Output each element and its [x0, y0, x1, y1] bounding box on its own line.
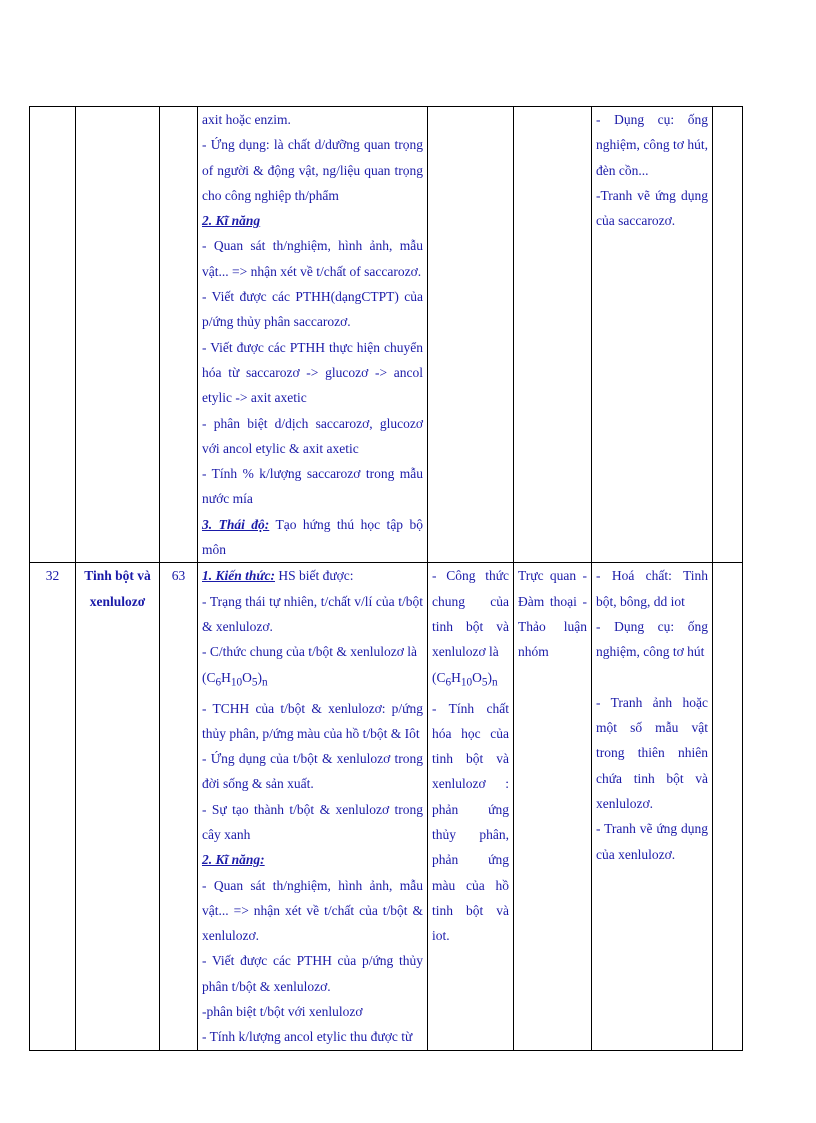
formula-subscript: 5	[251, 676, 258, 689]
period-number	[160, 107, 198, 563]
goals-cell	[198, 563, 428, 1050]
section-heading: 2. Kĩ năng	[202, 213, 261, 229]
formula-subscript: 5	[481, 676, 488, 689]
goal-item: -phân biệt t/bột với xenlulozơ	[202, 1004, 363, 1020]
goal-item: - Tính k/lượng ancol etylic thu được từ	[202, 1029, 413, 1045]
chemical-formula: $(C_6H_{10}O_5)_n$	[202, 669, 268, 689]
section-heading-text: HS biết được:	[274, 568, 354, 584]
formula-subscript: 10	[460, 676, 473, 689]
row-number: 32	[30, 563, 76, 1050]
section-heading-line	[202, 563, 423, 588]
section-heading: 1. Kiến thức:	[202, 568, 275, 584]
aid-item: - Tranh vẽ ứng dụng của xenlulozơ.	[596, 821, 708, 862]
aid-item	[596, 665, 708, 690]
goal-item: - Viết được các PTHH(dạngCTPT) của p/ứng thủy phân saccarozơ.	[202, 289, 423, 330]
goal-item: - phân biệt d/dịch saccarozơ, glucozơ với ancol etylic & axit axetic	[202, 415, 423, 456]
lesson-topic: Tinh bột và xenlulozơ	[76, 563, 160, 1050]
formula-subscript: 10	[230, 676, 243, 689]
goal-item: - Quan sát th/nghiệm, hình ảnh, mẫu vật... => nhận xét về t/chất của t/bột & xenlulozơ.	[202, 877, 423, 944]
aid-item: - Dụng cụ: ống nghiệm, công tơ hút	[596, 618, 708, 660]
content-formula: $(C_6H_{10}O_5)_n$	[432, 669, 498, 689]
section-heading: 3. Thái độ:	[202, 516, 270, 532]
goals-cell	[198, 107, 428, 563]
goal-item: axit hoặc enzim.	[202, 112, 291, 127]
goal-item: - Ứng dụng của t/bột & xenlulozơ trong đời sống & sản xuất.	[202, 751, 423, 792]
content-cell	[428, 107, 514, 563]
goal-item: - Tính % k/lượng saccarozơ trong mẫu nước mía	[202, 466, 423, 507]
formula-subscript: 6	[445, 676, 452, 689]
goal-item: - Trạng thái tự nhiên, t/chất v/lí của t/bột & xenlulozơ.	[202, 593, 423, 634]
aid-item: - Dụng cụ: ống nghiệm, công tơ hút, đèn cồn...	[596, 112, 708, 178]
table-row	[30, 107, 743, 563]
goal-item: - Quan sát th/nghiệm, hình ảnh, mẫu vật... => nhận xét về t/chất of saccarozơ.	[202, 238, 423, 279]
content-rest: - Tính chất hóa học của tinh bột và xenlulozơ : phản ứng thủy phân, phản ứng màu của hồ tinh bột và iot.	[432, 700, 509, 944]
notes-cell	[713, 107, 743, 563]
goal-item: - Viết được các PTHH thực hiện chuyển hóa từ saccarozơ -> glucozơ -> ancol etylic -> axit axetic	[202, 339, 423, 406]
formula-subscript: n	[492, 676, 498, 689]
goal-item: - Viết được các PTHH của p/ứng thủy phân t/bột & xenlulozơ.	[202, 953, 423, 994]
content-intro: - Công thức chung của tinh bột và xenlulozơ là	[432, 568, 509, 660]
formula-subscript: 6	[215, 676, 222, 689]
lesson-topic	[76, 107, 160, 563]
content-cell	[428, 563, 514, 1050]
teaching-aids-cell	[592, 107, 713, 563]
goal-item: - Ứng dụng: là chất d/dưỡng quan trọng of người & động vật, ng/liệu quan trọng cho công nghiệp th/phẩm	[202, 137, 423, 203]
goal-item: - C/thức chung của t/bột & xenlulozơ là	[202, 644, 418, 660]
section-heading-line	[202, 512, 423, 563]
methods-cell	[514, 107, 592, 563]
teaching-aids-cell	[592, 563, 713, 1050]
aid-item: - Hoá chất: Tinh bột, bông, dd iot	[596, 568, 708, 609]
lesson-plan-table	[29, 106, 743, 1051]
aid-item: - Tranh ảnh hoặc một số mẫu vật trong thiên nhiên chứa tinh bột và xenlulozơ.	[596, 694, 708, 812]
period-number: 63	[160, 563, 198, 1050]
notes-cell	[713, 563, 743, 1050]
table-row	[30, 563, 743, 1050]
goal-item: - TCHH của t/bột & xenlulozơ: p/ứng thủy phân, p/ứng màu của hồ t/bột & Iôt	[202, 700, 423, 741]
row-number	[30, 107, 76, 563]
section-heading-text: Tạo hứng thú học tập bộ môn	[202, 516, 423, 558]
section-heading: 2. Kĩ năng:	[202, 852, 265, 868]
formula-subscript: n	[262, 676, 268, 689]
aid-item: -Tranh vẽ ứng dụng của saccarozơ.	[596, 187, 708, 229]
methods-cell: Trực quan - Đàm thoại - Thảo luận nhóm	[514, 563, 592, 1050]
goal-item: - Sự tạo thành t/bột & xenlulozơ trong cây xanh	[202, 801, 423, 842]
